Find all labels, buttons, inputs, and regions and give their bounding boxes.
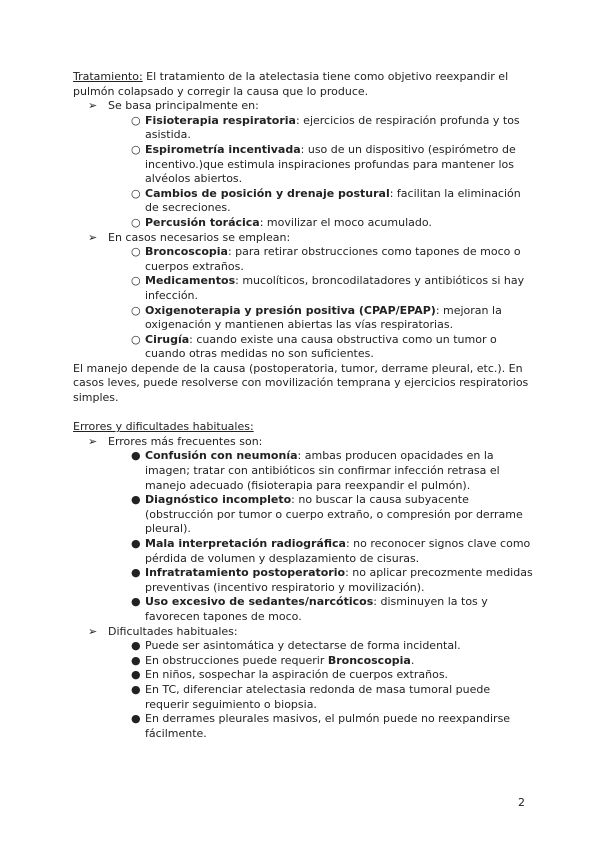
list-item: ○ Cambios de posición y drenaje postural: facilitan la eliminación de secreciones. bbox=[131, 186, 521, 215]
circle-bullet-icon: ○ bbox=[131, 113, 141, 127]
tratamiento-closing: El manejo depende de la causa (postoperatoria, tumor, derrame pleural, etc.). En casos leves, puede resolverse con movilización temprana y ejercicios respiratorios simples. bbox=[73, 361, 529, 405]
list-item: ● Infratratamiento postoperatorio: no aplicar precozmente medidas preventivas (incentivo respiratorio y movilización). bbox=[131, 566, 533, 594]
tratamiento-heading: Tratamiento: bbox=[73, 70, 143, 83]
list-item: ➢ Se basa principalmente en: bbox=[88, 99, 259, 113]
tratamiento-paragraph bbox=[73, 70, 533, 99]
list-item: ○ Broncoscopia: para retirar obstrucciones como tapones de moco o cuerpos extraños. bbox=[131, 245, 521, 273]
list-item: ● Puede ser asintomática y detectarse de forma incidental. bbox=[131, 639, 461, 653]
arrow-bullet-icon: ➢ bbox=[88, 434, 98, 448]
page-number: 2 bbox=[518, 796, 525, 809]
list-item: ○ Fisioterapia respiratoria: ejercicios de respiración profunda y tos asistida. bbox=[131, 113, 520, 142]
list-item: ● Diagnóstico incompleto: no buscar la causa subyacente (obstrucción por tumor o cuerpo extraño, o compresión por derrame pleural). bbox=[131, 493, 523, 536]
document-page bbox=[73, 70, 533, 741]
circle-bullet-icon: ○ bbox=[131, 186, 141, 200]
arrow-bullet-icon: ➢ bbox=[88, 99, 98, 113]
list-item: ○ Cirugía: cuando existe una causa obstructiva como un tumor o cuando otras medidas no son suficientes. bbox=[131, 332, 497, 361]
tratamiento-intro: El tratamiento de la atelectasia tiene como objetivo reexpandir el pulmón colapsado y corregir la causa que lo produce. bbox=[73, 70, 509, 98]
list-item: ➢ Errores más frecuentes son: bbox=[88, 434, 263, 448]
disc-bullet-icon: ● bbox=[131, 682, 141, 696]
circle-bullet-icon: ○ bbox=[131, 332, 141, 346]
circle-bullet-icon: ○ bbox=[131, 142, 141, 156]
list-item: ● En obstrucciones puede requerir Broncoscopia. bbox=[131, 653, 415, 667]
list-item: ○ Percusión torácica: movilizar el moco acumulado. bbox=[131, 215, 432, 229]
list-item: ➢ Dificultades habituales: bbox=[88, 624, 238, 638]
circle-bullet-icon: ○ bbox=[131, 303, 141, 317]
list-item: ○ Oxigenoterapia y presión positiva (CPAP/EPAP): mejoran la oxigenación y mantienen abiertas las vías respiratorias. bbox=[131, 303, 502, 332]
disc-bullet-icon: ● bbox=[131, 493, 141, 507]
arrow-bullet-icon: ➢ bbox=[88, 230, 98, 244]
errores-heading: Errores y dificultades habituales: bbox=[73, 420, 254, 434]
list-item: ● En niños, sospechar la aspiración de cuerpos extraños. bbox=[131, 668, 449, 682]
disc-bullet-icon: ● bbox=[131, 668, 141, 682]
disc-bullet-icon: ● bbox=[131, 653, 141, 667]
list-item: ○ Espirometría incentivada: uso de un dispositivo (espirómetro de incentivo.)que estimula inspiraciones profundas para mantener los alvéolos abiertos. bbox=[131, 142, 516, 186]
disc-bullet-icon: ● bbox=[131, 566, 141, 580]
disc-bullet-icon: ● bbox=[131, 449, 141, 463]
list-item: ● Uso excesivo de sedantes/narcóticos: disminuyen la tos y favorecen tapones de moco. bbox=[131, 595, 488, 623]
list-item: ● En TC, diferenciar atelectasia redonda de masa tumoral puede requerir seguimiento o biopsia. bbox=[131, 682, 491, 711]
disc-bullet-icon: ● bbox=[131, 595, 141, 609]
disc-bullet-icon: ● bbox=[131, 639, 141, 653]
list-item: ● Confusión con neumonía: ambas producen opacidades en la imagen; tratar con antibióticos sin confirmar infección retrasa el manejo adecuado (fisioterapia para reexpandir el pulmón). bbox=[131, 449, 500, 492]
disc-bullet-icon: ● bbox=[131, 537, 141, 550]
list-item: ● Mala interpretación radiográfica: no reconocer signos clave como pérdida de volumen y desplazamiento de cisuras. bbox=[131, 537, 531, 565]
circle-bullet-icon: ○ bbox=[131, 245, 141, 259]
circle-bullet-icon: ○ bbox=[131, 274, 141, 288]
disc-bullet-icon: ● bbox=[131, 712, 141, 726]
list-item: ○ Medicamentos: mucolíticos, broncodilatadores y antibióticos si hay infección. bbox=[131, 274, 525, 302]
circle-bullet-icon: ○ bbox=[131, 215, 141, 229]
arrow-bullet-icon: ➢ bbox=[88, 624, 98, 638]
list-item: ➢ En casos necesarios se emplean: bbox=[88, 230, 291, 244]
list-item: ● En derrames pleurales masivos, el pulmón puede no reexpandirse fácilmente. bbox=[131, 712, 511, 740]
